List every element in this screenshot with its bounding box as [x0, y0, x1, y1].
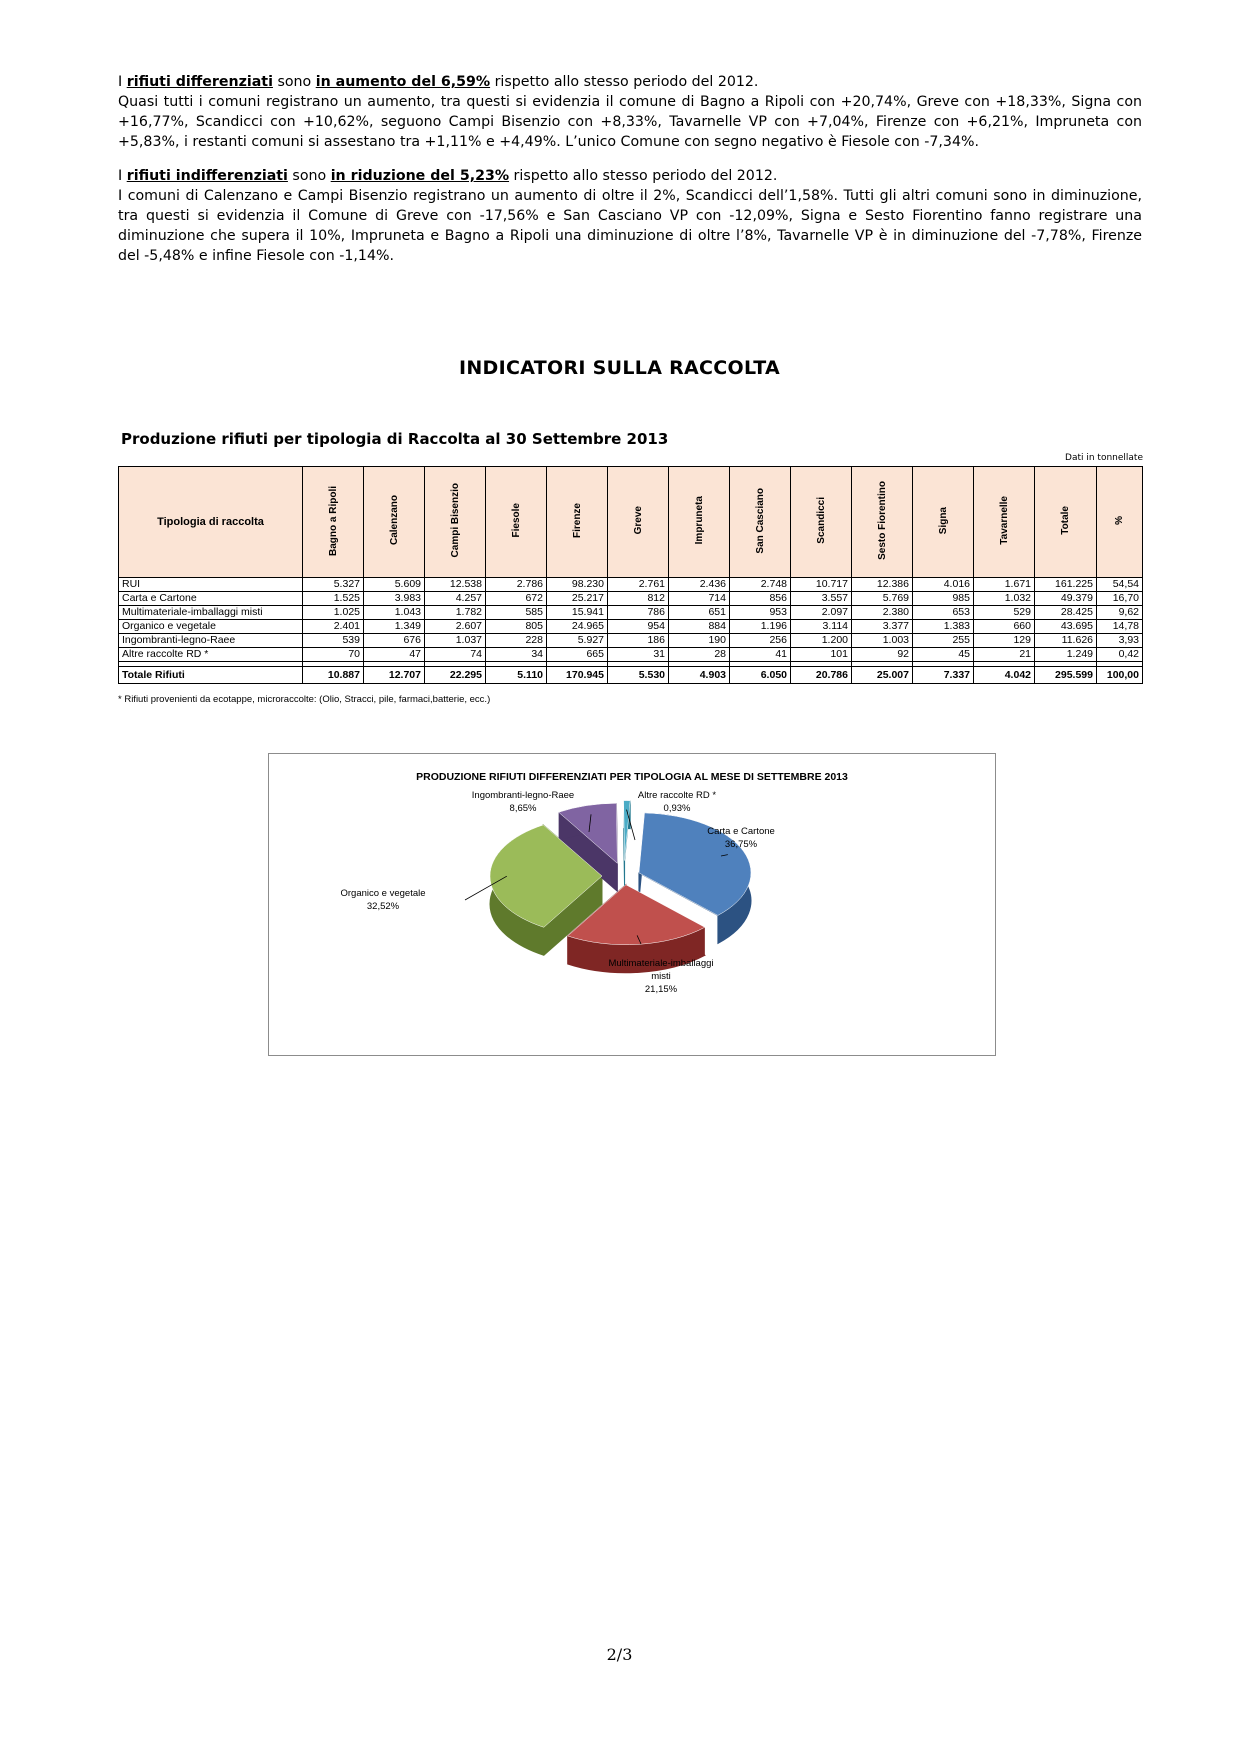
table-header-col	[852, 467, 913, 578]
table-cell: 9,62	[1097, 606, 1143, 620]
table-cell: 4.903	[669, 667, 730, 684]
table-cell: 7.337	[913, 667, 974, 684]
row-label: Altre raccolte RD *	[119, 648, 303, 662]
table-cell: 660	[974, 620, 1035, 634]
highlight-term: rifiuti differenziati	[126, 74, 273, 90]
table-header-col	[1097, 467, 1143, 578]
pie-label-line: Ingombranti-legno-Raee	[471, 790, 575, 801]
table-cell: 2.748	[730, 578, 791, 592]
table-row	[119, 606, 1143, 620]
table-cell: 25.007	[852, 667, 913, 684]
table-header-col	[425, 467, 486, 578]
column-label: Totale	[1060, 506, 1071, 535]
table-cell: 5.110	[486, 667, 547, 684]
table-row	[119, 620, 1143, 634]
table-cell: 539	[303, 634, 364, 648]
table-header-col	[1035, 467, 1097, 578]
table-row	[119, 592, 1143, 606]
table-cell: 20.786	[791, 667, 852, 684]
section-title: INDICATORI SULLA RACCOLTA	[458, 357, 781, 379]
column-label: San Casciano	[754, 487, 766, 554]
table-cell: 6.050	[730, 667, 791, 684]
table-cell: 228	[486, 634, 547, 648]
table-cell: 585	[486, 606, 547, 620]
row-label: Carta e Cartone	[119, 592, 303, 606]
table-caption: Produzione rifiuti per tipologia di Raccolta al 30 Settembre 2013	[121, 430, 669, 448]
table-cell: 28	[669, 648, 730, 662]
column-label: Scandicci	[815, 497, 827, 544]
table-cell: 1.196	[730, 620, 791, 634]
table-cell: 5.530	[608, 667, 669, 684]
row-label: Organico e vegetale	[119, 620, 303, 634]
table-cell: 22.295	[425, 667, 486, 684]
paragraph-body: Quasi tutti i comuni registrano un aumento, tra questi si evidenzia il comune di Bagno a Ripoli con +20,74%, Greve con +18,33%, Signa con +16,77%, Scandicci con +10,62%, seguono Campi Bisenzio con +8,33%, Tavarnelle VP con +7,04%, Firenze con +6,21%, Impruneta con +5,83%, i restanti comuni si assestano tra +1,11% e +4,49%. L’unico Comune con segno negativo è Fiesole con -7,34%.	[118, 94, 1142, 150]
table-header-col	[486, 467, 547, 578]
table-cell: 529	[974, 606, 1035, 620]
table-cell: 10.887	[303, 667, 364, 684]
table-cell: 256	[730, 634, 791, 648]
table-cell: 1.671	[974, 578, 1035, 592]
table-cell: 1.782	[425, 606, 486, 620]
table-cell: 54,54	[1097, 578, 1143, 592]
pie-label-line: misti	[651, 971, 671, 982]
pie-label-line: Organico e vegetale	[340, 888, 426, 899]
table-header-col	[791, 467, 852, 578]
paragraph-differenziati	[118, 72, 1142, 152]
table-cell: 24.965	[547, 620, 608, 634]
table-cell: 3,93	[1097, 634, 1143, 648]
table-cell: 714	[669, 592, 730, 606]
table-cell: 101	[791, 648, 852, 662]
table-cell: 2.401	[303, 620, 364, 634]
table-header-col	[608, 467, 669, 578]
paragraph-indifferenziati	[118, 166, 1142, 266]
table-cell: 11.626	[1035, 634, 1097, 648]
table-cell: 2.761	[608, 578, 669, 592]
column-label: Calenzano	[388, 495, 400, 546]
table-cell: 953	[730, 606, 791, 620]
pie-chart	[269, 754, 995, 1055]
table-cell: 15.941	[547, 606, 608, 620]
table-header-col	[303, 467, 364, 578]
table-cell: 5.609	[364, 578, 425, 592]
table-cell: 100,00	[1097, 667, 1143, 684]
column-label: Fiesole	[510, 503, 522, 538]
table-cell: 25.217	[547, 592, 608, 606]
table-cell: 884	[669, 620, 730, 634]
table-cell: 190	[669, 634, 730, 648]
table-cell: 1.043	[364, 606, 425, 620]
table-cell: 1.249	[1035, 648, 1097, 662]
table-cell: 786	[608, 606, 669, 620]
pie-label-line: 32,52%	[366, 901, 400, 912]
page-number: 2/3	[606, 1645, 633, 1664]
table-row	[119, 634, 1143, 648]
table-cell: 1.032	[974, 592, 1035, 606]
table-cell: 255	[913, 634, 974, 648]
column-label: Firenze	[571, 502, 583, 538]
row-label: RUI	[119, 578, 303, 592]
pie-data-label	[472, 790, 574, 814]
column-label: Greve	[632, 506, 644, 535]
table-cell: 3.114	[791, 620, 852, 634]
table-cell: 812	[608, 592, 669, 606]
table-cell: 0,42	[1097, 648, 1143, 662]
paragraph-lead: I rifiuti differenziati sono in aumento del 6,59% rispetto allo stesso periodo del 2012.	[118, 74, 759, 90]
table-cell: 34	[486, 648, 547, 662]
table-header-row	[119, 467, 1143, 578]
table-cell: 12.386	[852, 578, 913, 592]
table-cell: 170.945	[547, 667, 608, 684]
column-label: Sesto Fiorentino	[876, 481, 888, 560]
pie-label-line: Carta e Cartone	[707, 826, 775, 837]
table-cell: 1.003	[852, 634, 913, 648]
table-cell: 49.379	[1035, 592, 1097, 606]
pie-label-line: Multimateriale-imballaggi	[608, 958, 714, 969]
table-cell: 672	[486, 592, 547, 606]
table-cell: 651	[669, 606, 730, 620]
table-row	[119, 578, 1143, 592]
column-label: Impruneta	[693, 496, 705, 545]
pie-label-line: 36,75%	[724, 839, 758, 850]
table-cell: 665	[547, 648, 608, 662]
table-cell: 2.607	[425, 620, 486, 634]
table-cell: 1.025	[303, 606, 364, 620]
table-cell: 856	[730, 592, 791, 606]
table-cell: 295.599	[1035, 667, 1097, 684]
table-cell: 1.037	[425, 634, 486, 648]
table-cell: 3.377	[852, 620, 913, 634]
paragraph-lead: I rifiuti indifferenziati sono in riduzione del 5,23% rispetto allo stesso periodo del 2012.	[118, 168, 778, 184]
table-cell: 12.538	[425, 578, 486, 592]
column-label: Bagno a Ripoli	[327, 485, 339, 556]
pie-data-label	[638, 790, 716, 814]
table-cell: 2.436	[669, 578, 730, 592]
column-label: Tavarnelle	[998, 496, 1010, 545]
table-body	[119, 578, 1143, 684]
table-cell: 1.383	[913, 620, 974, 634]
table-cell: 2.380	[852, 606, 913, 620]
table-cell: 5.927	[547, 634, 608, 648]
pie-chart-box	[268, 753, 996, 1056]
highlight-figure: in aumento del 6,59%	[315, 74, 491, 90]
table-header-col	[669, 467, 730, 578]
table-cell: 2.097	[791, 606, 852, 620]
pie-label-line: 21,15%	[644, 984, 678, 995]
table-cell: 4.257	[425, 592, 486, 606]
table-cell: 41	[730, 648, 791, 662]
paragraph-body: I comuni di Calenzano e Campi Bisenzio registrano un aumento di oltre il 2%, Scandicci dell’1,58%. Tutti gli altri comuni sono in diminuzione, tra questi si evidenzia il Comune di Greve con -17,56% e San Casciano VP con -12,09%, Signa e Sesto Fiorentino fanno registrare una diminuzione che supera il 10%, Impruneta e Bagno a Ripoli una diminuzione di oltre l’8%, Tavarnelle VP è in diminuzione del -7,78%, Firenze del -5,48% e infine Fiesole con -1,14%.	[118, 188, 1142, 264]
table-cell: 92	[852, 648, 913, 662]
table-cell: 954	[608, 620, 669, 634]
highlight-figure: in riduzione del 5,23%	[330, 168, 510, 184]
table-cell: 12.707	[364, 667, 425, 684]
table-cell: 653	[913, 606, 974, 620]
table-cell: 985	[913, 592, 974, 606]
column-label: %	[1114, 516, 1125, 525]
table-cell: 1.525	[303, 592, 364, 606]
table-cell: 5.769	[852, 592, 913, 606]
table-cell: 10.717	[791, 578, 852, 592]
table-total-row	[119, 667, 1143, 684]
column-label: Campi Bisenzio	[449, 483, 461, 558]
table-cell: 16,70	[1097, 592, 1143, 606]
table-header-col	[364, 467, 425, 578]
table-cell: 3.557	[791, 592, 852, 606]
table-cell: 186	[608, 634, 669, 648]
table-header-col	[913, 467, 974, 578]
table-cell: 1.349	[364, 620, 425, 634]
table-cell: 5.327	[303, 578, 364, 592]
row-label: Totale Rifiuti	[119, 667, 303, 684]
row-label: Multimateriale-imballaggi misti	[119, 606, 303, 620]
table-header-col	[547, 467, 608, 578]
table-header-col	[974, 467, 1035, 578]
table-header-first: Tipologia di raccolta	[119, 467, 303, 578]
table-footnote: * Rifiuti provenienti da ecotappe, microraccolte: (Olio, Stracci, pile, farmaci,batterie, ecc.)	[118, 694, 491, 705]
chart-title: PRODUZIONE RIFIUTI DIFFERENZIATI PER TIPOLOGIA AL MESE DI SETTEMBRE 2013	[416, 771, 848, 783]
table-cell: 98.230	[547, 578, 608, 592]
column-label: Signa	[937, 506, 949, 535]
highlight-term: rifiuti indifferenziati	[126, 168, 288, 184]
table-row	[119, 648, 1143, 662]
table-cell: 14,78	[1097, 620, 1143, 634]
table-cell: 47	[364, 648, 425, 662]
table-cell: 1.200	[791, 634, 852, 648]
pie-label-line: 0,93%	[663, 803, 691, 814]
pie-data-label	[608, 958, 713, 995]
table-cell: 70	[303, 648, 364, 662]
table-cell: 676	[364, 634, 425, 648]
row-label: Ingombranti-legno-Raee	[119, 634, 303, 648]
table-cell: 3.983	[364, 592, 425, 606]
table-header-col	[730, 467, 791, 578]
pie-label-line: 8,65%	[509, 803, 537, 814]
table-cell: 4.042	[974, 667, 1035, 684]
table-cell: 74	[425, 648, 486, 662]
pie-label-line: Altre raccolte RD *	[637, 790, 717, 801]
table-cell: 2.786	[486, 578, 547, 592]
table-cell: 129	[974, 634, 1035, 648]
table-cell: 4.016	[913, 578, 974, 592]
unit-note: Dati in tonnellate	[1065, 453, 1143, 463]
table-cell: 31	[608, 648, 669, 662]
table-cell: 805	[486, 620, 547, 634]
pie-data-label	[340, 888, 425, 912]
table-cell: 161.225	[1035, 578, 1097, 592]
table-cell: 28.425	[1035, 606, 1097, 620]
table-cell: 45	[913, 648, 974, 662]
production-table	[118, 466, 1143, 684]
table-cell: 21	[974, 648, 1035, 662]
table-cell: 43.695	[1035, 620, 1097, 634]
